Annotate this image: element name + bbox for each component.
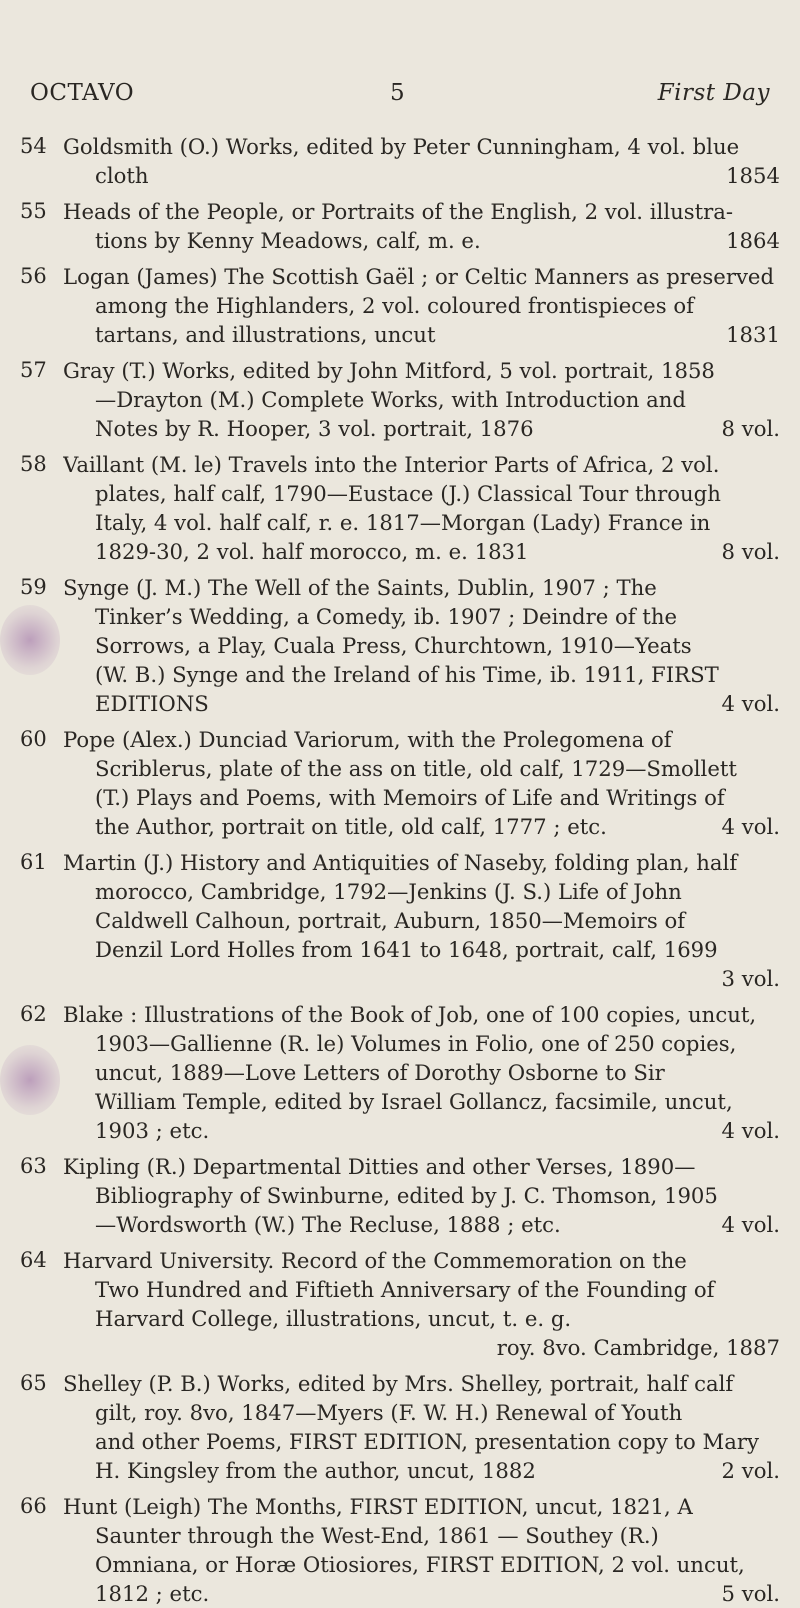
lot-line [63,1550,780,1579]
lot-line [63,689,780,718]
lot-line-text: —Drayton (M.) Complete Works, with Introduction and [95,387,686,412]
lot-line [63,725,780,754]
lot-line-text: uncut, 1889—Love Letters of Dorothy Osborne to Sir [95,1060,665,1085]
lot-line [63,964,780,993]
lot-line [63,1181,780,1210]
lot-line-trailer: 4 vol. [721,1212,780,1237]
lot-line-text: H. Kingsley from the author, uncut, 1882 [95,1458,536,1483]
lot-line-text: EDITIONS [95,691,209,716]
lot-line-text: Kipling (R.) Departmental Ditties and other Verses, 1890— [63,1154,696,1179]
lot-number: 64 [20,1248,47,1272]
lot-line [63,573,780,602]
lot-line-text: Notes by R. Hooper, 3 vol. portrait, 1876 [95,416,534,441]
lot-line-text: and other Poems, FIRST EDITION, presentation copy to Mary [95,1429,759,1454]
lot-line-text: Omniana, or Horæ Otiosiores, FIRST EDITION, 2 vol. uncut, [95,1552,745,1577]
lot-number: 61 [20,850,47,874]
lot-number: 66 [20,1494,47,1518]
lot-line [63,812,780,841]
lot-number: 65 [20,1371,47,1395]
lot-line-trailer: 3 vol. [721,966,780,991]
lot-entry [20,450,780,566]
lot-line-text: 1812 ; etc. [95,1581,210,1606]
lot-description [63,573,780,718]
lot-description [63,848,780,993]
lot-line-text: Gray (T.) Works, edited by John Mitford, 5 vol. portrait, 1858 [63,358,715,383]
lot-entry [20,197,780,255]
lot-line-text: Vaillant (M. le) Travels into the Interior Parts of Africa, 2 vol. [63,452,720,477]
lot-line-text: Blake : Illustrations of the Book of Job, one of 100 copies, uncut, [63,1002,757,1027]
lot-description [63,132,780,190]
lot-line [63,1427,780,1456]
lot-line-trailer: 8 vol. [721,416,780,441]
lot-line [63,414,780,443]
lot-line [63,1333,780,1362]
lot-line [63,161,780,190]
lot-line-trailer: 4 vol. [721,814,780,839]
lot-entry [20,725,780,841]
lot-line-text: (W. B.) Synge and the Ireland of his Time, ib. 1911, FIRST [95,662,719,687]
header-format: OCTAVO [30,80,135,106]
lot-line [63,1369,780,1398]
page-header [30,80,770,120]
lot-description [63,725,780,841]
lot-line [63,479,780,508]
lot-line [63,1246,780,1275]
lot-line-text: Italy, 4 vol. half calf, r. e. 1817—Morgan (Lady) France in [95,510,711,535]
lot-number: 59 [20,575,47,599]
lot-line-text: Tinker’s Wedding, a Comedy, ib. 1907 ; Deindre of the [95,604,678,629]
lot-description [63,356,780,443]
lot-line [63,1304,780,1333]
lot-entry [20,262,780,349]
lot-line [63,356,780,385]
lot-line-text: gilt, roy. 8vo, 1847—Myers (F. W. H.) Renewal of Youth [95,1400,683,1425]
lot-line-text: Caldwell Calhoun, portrait, Auburn, 1850—Memoirs of [95,908,686,933]
lot-line-text: Heads of the People, or Portraits of the English, 2 vol. illustra- [63,199,734,224]
lot-line [63,1492,780,1521]
lot-line [63,1456,780,1485]
lot-line-trailer: 4 vol. [721,691,780,716]
lot-line-text: among the Highlanders, 2 vol. coloured frontispieces of [95,293,694,318]
lot-entry [20,848,780,993]
lot-line-trailer: roy. 8vo. Cambridge, 1887 [496,1335,780,1360]
lot-line [63,1579,780,1608]
lot-entry [20,1492,780,1608]
lot-line-text: Goldsmith (O.) Works, edited by Peter Cunningham, 4 vol. blue [63,134,740,159]
lot-number: 55 [20,199,47,223]
lot-line-text: (T.) Plays and Poems, with Memoirs of Life and Writings of [95,785,725,810]
lot-line [63,602,780,631]
lot-number: 56 [20,264,47,288]
lot-line-trailer: 8 vol. [721,539,780,564]
lot-entry [20,1369,780,1485]
lot-line-text: tartans, and illustrations, uncut [95,322,436,347]
lot-line [63,631,780,660]
lot-line-text: Harvard College, illustrations, uncut, t. e. g. [95,1306,572,1331]
lot-line-text: cloth [95,163,149,188]
lot-line-text: Martin (J.) History and Antiquities of Naseby, folding plan, half [63,850,738,875]
lot-line [63,1398,780,1427]
lot-line [63,906,780,935]
lot-line-text: morocco, Cambridge, 1792—Jenkins (J. S.) Life of John [95,879,682,904]
lot-line-text: Harvard University. Record of the Commemoration on the [63,1248,687,1273]
page-number: 5 [390,80,406,106]
lot-line [63,848,780,877]
lot-line-text: 1903—Gallienne (R. le) Volumes in Folio, one of 250 copies, [95,1031,737,1056]
lot-line [63,197,780,226]
lot-line [63,262,780,291]
lot-line-text: Logan (James) The Scottish Gaël ; or Celtic Manners as preserved [63,264,775,289]
lot-entry [20,356,780,443]
lot-description [63,197,780,255]
lot-line-text: Pope (Alex.) Dunciad Variorum, with the Prolegomena of [63,727,672,752]
lot-number: 58 [20,452,47,476]
lot-description [63,1246,780,1362]
lot-line-text: Saunter through the West-End, 1861 — Southey (R.) [95,1523,659,1548]
lot-line [63,385,780,414]
lot-entry [20,1152,780,1239]
lot-line [63,783,780,812]
lot-number: 57 [20,358,47,382]
lot-line-text: 1903 ; etc. [95,1118,210,1143]
lot-entry [20,1000,780,1145]
lot-line-text: Synge (J. M.) The Well of the Saints, Dublin, 1907 ; The [63,575,657,600]
lot-line-text: tions by Kenny Meadows, calf, m. e. [95,228,481,253]
lot-number: 62 [20,1002,47,1026]
lot-line [63,320,780,349]
lot-line [63,132,780,161]
lot-line-trailer: 1831 [726,322,780,347]
lot-line [63,1087,780,1116]
lot-line-trailer: 2 vol. [721,1458,780,1483]
lot-line [63,1058,780,1087]
lot-line [63,537,780,566]
lot-line [63,1000,780,1029]
lot-line [63,508,780,537]
lot-line-text: William Temple, edited by Israel Gollancz, facsimile, uncut, [95,1089,733,1114]
lot-line [63,1521,780,1550]
lot-line-text: Denzil Lord Holles from 1641 to 1648, portrait, calf, 1699 [95,937,718,962]
lot-line-text: 1829-30, 2 vol. half morocco, m. e. 1831 [95,539,529,564]
lot-line-text: Shelley (P. B.) Works, edited by Mrs. Shelley, portrait, half calf [63,1371,734,1396]
lot-number: 54 [20,134,47,158]
lot-line [63,935,780,964]
lot-line [63,1152,780,1181]
lot-line [63,291,780,320]
lot-line-text: Bibliography of Swinburne, edited by J. C. Thomson, 1905 [95,1183,718,1208]
header-sale-day: First Day [657,80,770,106]
lot-line-trailer: 4 vol. [721,1118,780,1143]
lot-description [63,1369,780,1485]
lot-number: 60 [20,727,47,751]
lot-line [63,450,780,479]
lot-line-text: Scriblerus, plate of the ass on title, old calf, 1729—Smollett [95,756,737,781]
lot-line [63,877,780,906]
lot-entry [20,1246,780,1362]
lot-line [63,1116,780,1145]
lot-entry [20,132,780,190]
lot-line [63,226,780,255]
lot-line-text: the Author, portrait on title, old calf, 1777 ; etc. [95,814,607,839]
lot-description [63,450,780,566]
lot-line-text: plates, half calf, 1790—Eustace (J.) Classical Tour through [95,481,721,506]
lot-line-text: Two Hundred and Fiftieth Anniversary of the Founding of [95,1277,715,1302]
lot-line-text: Sorrows, a Play, Cuala Press, Churchtown, 1910—Yeats [95,633,692,658]
lot-line-trailer: 1864 [726,228,780,253]
lot-number: 63 [20,1154,47,1178]
lot-line [63,1210,780,1239]
lot-line-trailer: 1854 [726,163,780,188]
lot-entry [20,573,780,718]
lot-line [63,754,780,783]
lot-line-text: —Wordsworth (W.) The Recluse, 1888 ; etc. [95,1212,561,1237]
lot-description [63,1492,780,1608]
lot-description [63,1152,780,1239]
lot-line [63,660,780,689]
lot-line-text: Hunt (Leigh) The Months, FIRST EDITION, uncut, 1821, A [63,1494,693,1519]
lot-line-trailer: 5 vol. [721,1581,780,1606]
lot-description [63,262,780,349]
lot-description [63,1000,780,1145]
lot-line [63,1029,780,1058]
